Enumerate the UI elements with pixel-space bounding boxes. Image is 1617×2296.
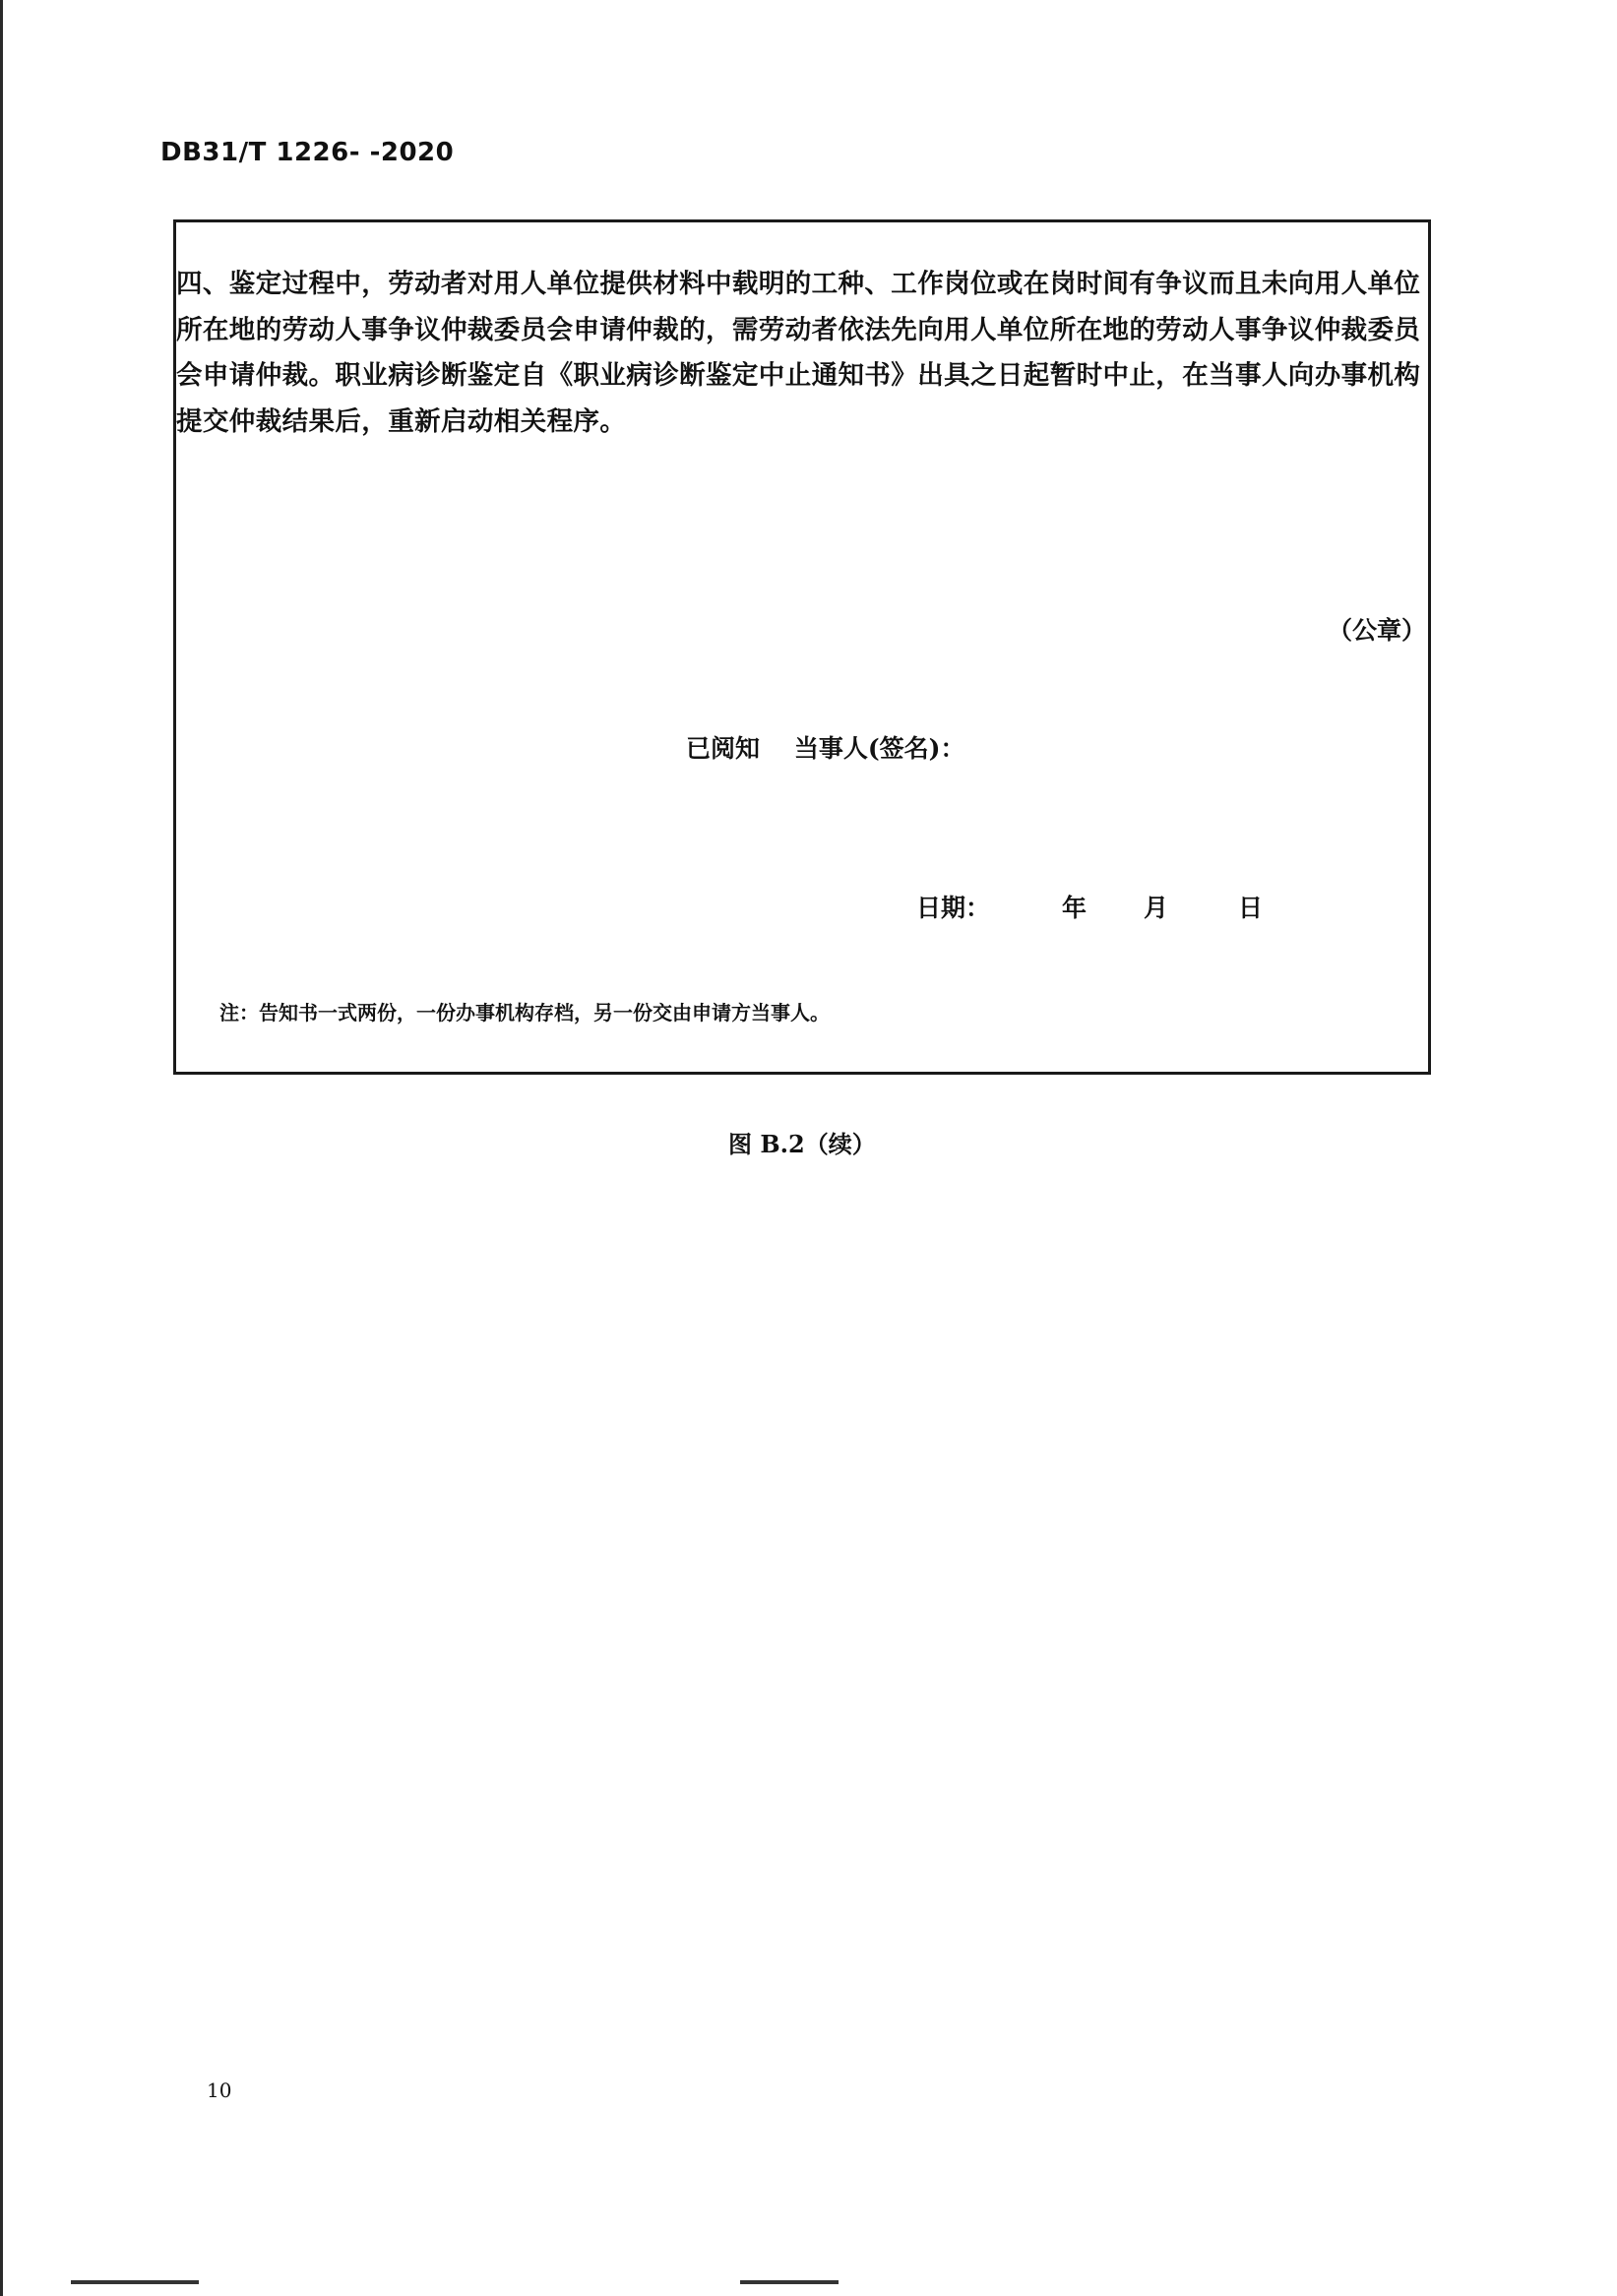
date-line — [176, 889, 1428, 928]
party-signature-label: 当事人(签名)： — [793, 734, 965, 763]
date-label: 日期： — [916, 894, 991, 922]
month-label: 月 — [1144, 894, 1169, 922]
clause-four-paragraph: 四、鉴定过程中，劳动者对用人单位提供材料中载明的工种、工作岗位或在岗时间有争议而且未向用人单位所在地的劳动人事争议仲裁委员会申请仲裁的，需劳动者依法先向用人单位所在地的劳动人事争议仲裁委员会申请仲裁。职业病诊断鉴定自《职业病诊断鉴定中止通知书》出具之日起暂时中止，在当事人向办事机构提交仲裁结果后，重新启动相关程序。 — [176, 269, 1421, 437]
notice-form-box — [173, 219, 1431, 1075]
acknowledged-label: 已阅知 — [686, 734, 761, 763]
form-note: 注：告知书一式两份，一份办事机构存档，另一份交由申请方当事人。 — [219, 1001, 830, 1024]
day-label: 日 — [1238, 894, 1264, 922]
document-code-header: DB31/T 1226- -2020 — [160, 138, 455, 167]
page-number: 10 — [207, 2079, 232, 2102]
scan-edge-mark-center — [740, 2280, 839, 2284]
scan-left-edge — [0, 0, 3, 2296]
acknowledgement-line — [686, 729, 965, 765]
figure-caption: 图 B.2（续） — [728, 1130, 876, 1158]
year-label: 年 — [1062, 894, 1088, 922]
official-seal-label: （公章） — [1327, 616, 1426, 645]
scan-edge-mark-left — [71, 2280, 199, 2284]
